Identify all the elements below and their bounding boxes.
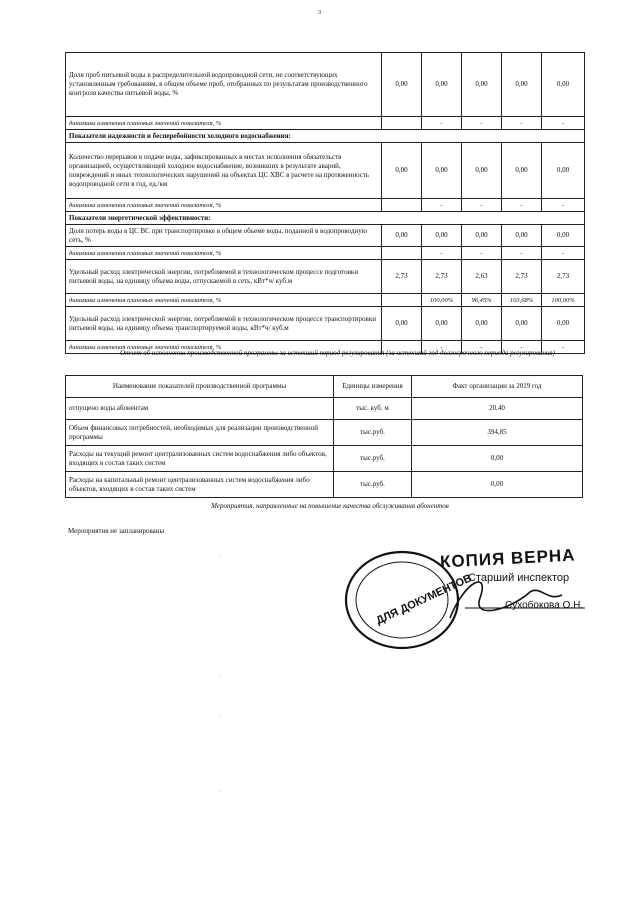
header-cell: Факт организации за 2019 год bbox=[412, 376, 583, 398]
scan-mark: · bbox=[220, 555, 222, 560]
indicator-label: Доля потерь воды в ЦС ВС при транспортировке в общем объеме воды, поданной в водопроводную сеть, % bbox=[66, 225, 382, 247]
stamp-name: Сухобокова О.Н. bbox=[505, 600, 584, 611]
stamp-role: Старший инспектор bbox=[468, 572, 570, 584]
dynamics-row bbox=[66, 294, 585, 307]
indicator-label: Количество перерывов в подаче воды, зафиксированных в местах исполнения обязательств организацией, осуществляющей холодное водоснабжение, возникших в результате аварий, повреждений и иных технологических нарушений на объектах ЦС ХВС в расчете на протяженность водопроводной сети в год, ед./км bbox=[66, 143, 382, 199]
row-fact: 0,00 bbox=[412, 472, 583, 498]
value-cell: 0,00 bbox=[502, 143, 542, 199]
section-title: Показатели надежности и бесперебойности холодного водоснабжения: bbox=[66, 130, 585, 143]
dynamics-cell: - bbox=[542, 199, 585, 212]
value-cell: 0,00 bbox=[502, 53, 542, 117]
seal-text: ДЛЯ ДОКУМЕНТОВ bbox=[374, 572, 474, 628]
dynamics-cell: - bbox=[462, 117, 502, 130]
indicator-label: Доля проб питьевой воды в распределительной водопроводной сети, не соответствующих установленным требованиям, в общем объеме проб, отобранных по результатам производственного контроля качества питьевой воды, % bbox=[66, 53, 382, 117]
stamp-title: КОПИЯ ВЕРНА bbox=[439, 545, 576, 572]
dynamics-cell: 100,00% bbox=[542, 294, 585, 307]
header-cell: Единицы измерения bbox=[334, 376, 412, 398]
scan-mark: · bbox=[220, 790, 222, 795]
section-title: Показатели энергетической эффективности: bbox=[66, 212, 585, 225]
value-cell: 0,00 bbox=[422, 225, 462, 247]
value-cell: 0,00 bbox=[382, 53, 422, 117]
row-name: Расходы на капитальный ремонт централизованных систем водоснабжения либо объектов, входящих в состав таких систем bbox=[66, 472, 334, 498]
indicator-label: Удельный расход электрической энергии, потребляемой в технологическом процессе подготовки питьевой воды, на единицу объема воды, отпускаемой в сеть, кВт*ч/ куб.м bbox=[66, 260, 382, 294]
section-header bbox=[66, 212, 585, 225]
loss-row bbox=[66, 225, 585, 247]
dynamics-cell bbox=[382, 294, 422, 307]
value-cell: 0,00 bbox=[542, 307, 585, 341]
scan-mark: · bbox=[220, 675, 222, 680]
value-cell: 0,00 bbox=[382, 307, 422, 341]
value-cell: 0,00 bbox=[422, 307, 462, 341]
value-cell: 2,73 bbox=[422, 260, 462, 294]
dynamics-cell: - bbox=[462, 341, 502, 354]
dynamics-label: динамика изменения плановых значений показателя, % bbox=[66, 247, 382, 260]
dynamics-cell: - bbox=[502, 117, 542, 130]
measures-caption: Мероприятия, направленные на повышение качества обслуживания абонентов bbox=[211, 502, 449, 510]
quality-row bbox=[66, 53, 585, 117]
value-cell: 0,00 bbox=[542, 143, 585, 199]
dynamics-cell: - bbox=[422, 341, 462, 354]
report-row bbox=[66, 446, 583, 472]
dynamics-cell: 100,00% bbox=[422, 294, 462, 307]
dynamics-cell: 96,45% bbox=[462, 294, 502, 307]
report-row bbox=[66, 472, 583, 498]
dynamics-cell: - bbox=[462, 247, 502, 260]
dynamics-cell: - bbox=[462, 199, 502, 212]
value-cell: 0,00 bbox=[462, 225, 502, 247]
row-fact: 394,85 bbox=[412, 420, 583, 446]
value-cell: 0,00 bbox=[462, 307, 502, 341]
indicators-table bbox=[65, 52, 585, 354]
reliability-row bbox=[66, 143, 585, 199]
dynamics-cell: - bbox=[422, 117, 462, 130]
dynamics-cell: - bbox=[542, 341, 585, 354]
value-cell: 0,00 bbox=[502, 307, 542, 341]
dynamics-cell bbox=[382, 247, 422, 260]
dynamics-label: динамика изменения плановых значений показателя, % bbox=[66, 199, 382, 212]
row-unit: тыс.руб. bbox=[334, 446, 412, 472]
dynamics-label: динамика изменения плановых значений показателя, % bbox=[66, 117, 382, 130]
value-cell: 0,00 bbox=[502, 225, 542, 247]
row-name: Расходы на текущий ремонт централизованных систем водоснабжения либо объектов, входящих в состав таких систем bbox=[66, 446, 334, 472]
value-cell: 0,00 bbox=[462, 143, 502, 199]
value-cell: 0,00 bbox=[382, 225, 422, 247]
dynamics-cell: - bbox=[502, 341, 542, 354]
row-unit: тыс. куб. м bbox=[334, 398, 412, 420]
value-cell: 2,73 bbox=[382, 260, 422, 294]
dynamics-cell: - bbox=[422, 199, 462, 212]
value-cell: 2,73 bbox=[542, 260, 585, 294]
row-fact: 0,00 bbox=[412, 446, 583, 472]
report-caption: Отчет об исполнении производственной программы за истекший период регулирования (за истекший год долгосрочного периода регулирования) bbox=[119, 349, 555, 357]
section-header bbox=[66, 130, 585, 143]
report-table bbox=[65, 375, 583, 498]
page-number: 3 bbox=[318, 10, 321, 16]
row-unit: тыс.руб. bbox=[334, 472, 412, 498]
dynamics-label: динамика изменения плановых значений показателя, % bbox=[66, 294, 382, 307]
row-fact: 20,40 bbox=[412, 398, 583, 420]
value-cell: 0,00 bbox=[382, 143, 422, 199]
dynamics-cell bbox=[382, 117, 422, 130]
scan-mark: · bbox=[220, 715, 222, 720]
row-name: отпущено воды абонентам bbox=[66, 398, 334, 420]
dynamics-cell: - bbox=[542, 247, 585, 260]
dynamics-label: динамика изменения плановых значений показателя, % bbox=[66, 341, 382, 354]
dynamics-row bbox=[66, 117, 585, 130]
value-cell: 2,63 bbox=[462, 260, 502, 294]
report-row bbox=[66, 420, 583, 446]
row-name: Объем финансовых потребностей, необходимых для реализации производственной программы bbox=[66, 420, 334, 446]
value-cell: 2,73 bbox=[502, 260, 542, 294]
dynamics-row bbox=[66, 247, 585, 260]
report-header-row bbox=[66, 376, 583, 398]
dynamics-cell: 103,68% bbox=[502, 294, 542, 307]
value-cell: 0,00 bbox=[542, 53, 585, 117]
dynamics-cell: - bbox=[502, 247, 542, 260]
electricity-prep-row bbox=[66, 260, 585, 294]
row-unit: тыс.руб. bbox=[334, 420, 412, 446]
value-cell: 0,00 bbox=[462, 53, 502, 117]
header-cell: Наименование показателей производственной программы bbox=[66, 376, 334, 398]
indicator-label: Удельный расход электрической энергии, потребляемой в технологическом процессе транспортировки питьевой воды, на единицу объема транспортируемой воды, кВт*ч/ куб.м bbox=[66, 307, 382, 341]
report-row bbox=[66, 398, 583, 420]
dynamics-cell bbox=[382, 199, 422, 212]
dynamics-row bbox=[66, 199, 585, 212]
value-cell: 0,00 bbox=[542, 225, 585, 247]
dynamics-cell: - bbox=[542, 117, 585, 130]
value-cell: 0,00 bbox=[422, 53, 462, 117]
value-cell: 0,00 bbox=[422, 143, 462, 199]
dynamics-cell: - bbox=[502, 199, 542, 212]
electricity-transport-row bbox=[66, 307, 585, 341]
dynamics-cell: - bbox=[422, 247, 462, 260]
measures-text: Мероприятия не запланированы bbox=[68, 527, 165, 535]
